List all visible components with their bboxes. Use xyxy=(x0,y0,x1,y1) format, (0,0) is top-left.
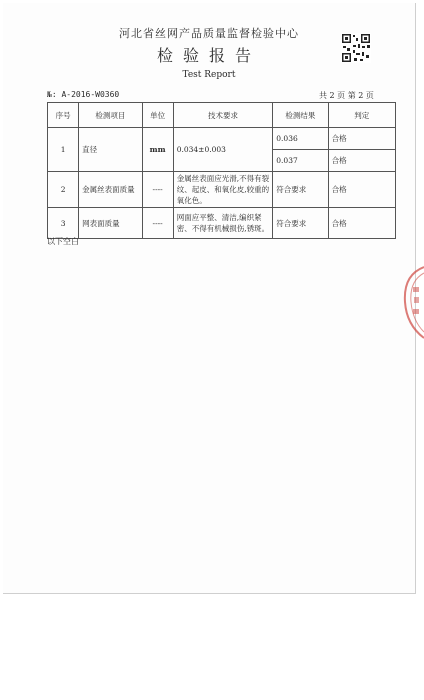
qr-code-icon xyxy=(341,33,371,63)
row-item: 直径 xyxy=(79,128,142,172)
row-judgement: 合格 xyxy=(328,172,395,208)
report-number: №: A-2016-W0360 xyxy=(47,90,120,99)
row-requirement: 网面应平整、清洁,编织紧密、不得有机械损伤,锈斑。 xyxy=(173,208,273,239)
row-requirement: 0.034±0.003 xyxy=(173,128,273,172)
row-judgement: 合格 xyxy=(328,150,395,172)
table-header-row xyxy=(48,103,396,128)
table-row xyxy=(48,128,396,150)
row-judgement: 合格 xyxy=(328,128,395,150)
report-title: 检验报告 xyxy=(156,46,261,65)
page-count: 共 2 页 第 2 页 xyxy=(319,91,374,100)
header-result: 检测结果 xyxy=(273,103,328,128)
header-judgement: 判定 xyxy=(328,103,395,128)
table-row xyxy=(48,172,396,208)
row-item: 金属丝表面质量 xyxy=(79,172,142,208)
row-no: 2 xyxy=(48,172,79,208)
row-judgement: 合格 xyxy=(328,208,395,239)
row-result: 0.036 xyxy=(273,128,328,150)
row-unit: mm xyxy=(142,128,173,172)
row-unit: ---- xyxy=(142,172,173,208)
row-result: 0.037 xyxy=(273,150,328,172)
row-unit: ---- xyxy=(142,208,173,239)
row-requirement: 金属丝表面应光滑,不得有裂纹、起皮、和氧化皮,较重的氧化色。 xyxy=(173,172,273,208)
test-results-table xyxy=(47,102,396,239)
row-no: 3 xyxy=(48,208,79,239)
row-result: 符合要求 xyxy=(273,172,328,208)
end-note: 以下空白 xyxy=(47,237,79,246)
organization-name: 河北省丝网产品质量监督检验中心 xyxy=(119,27,299,40)
table-row xyxy=(48,208,396,239)
report-subtitle: Test Report xyxy=(182,70,236,80)
header-no: 序号 xyxy=(48,103,79,128)
row-result: 符合要求 xyxy=(273,208,328,239)
row-item: 网表面质量 xyxy=(79,208,142,239)
seal-stamp-icon xyxy=(400,265,424,340)
report-page xyxy=(3,3,416,594)
row-no: 1 xyxy=(48,128,79,172)
header-item: 检测项目 xyxy=(79,103,142,128)
header-requirement: 技术要求 xyxy=(173,103,273,128)
header-unit: 单位 xyxy=(142,103,173,128)
